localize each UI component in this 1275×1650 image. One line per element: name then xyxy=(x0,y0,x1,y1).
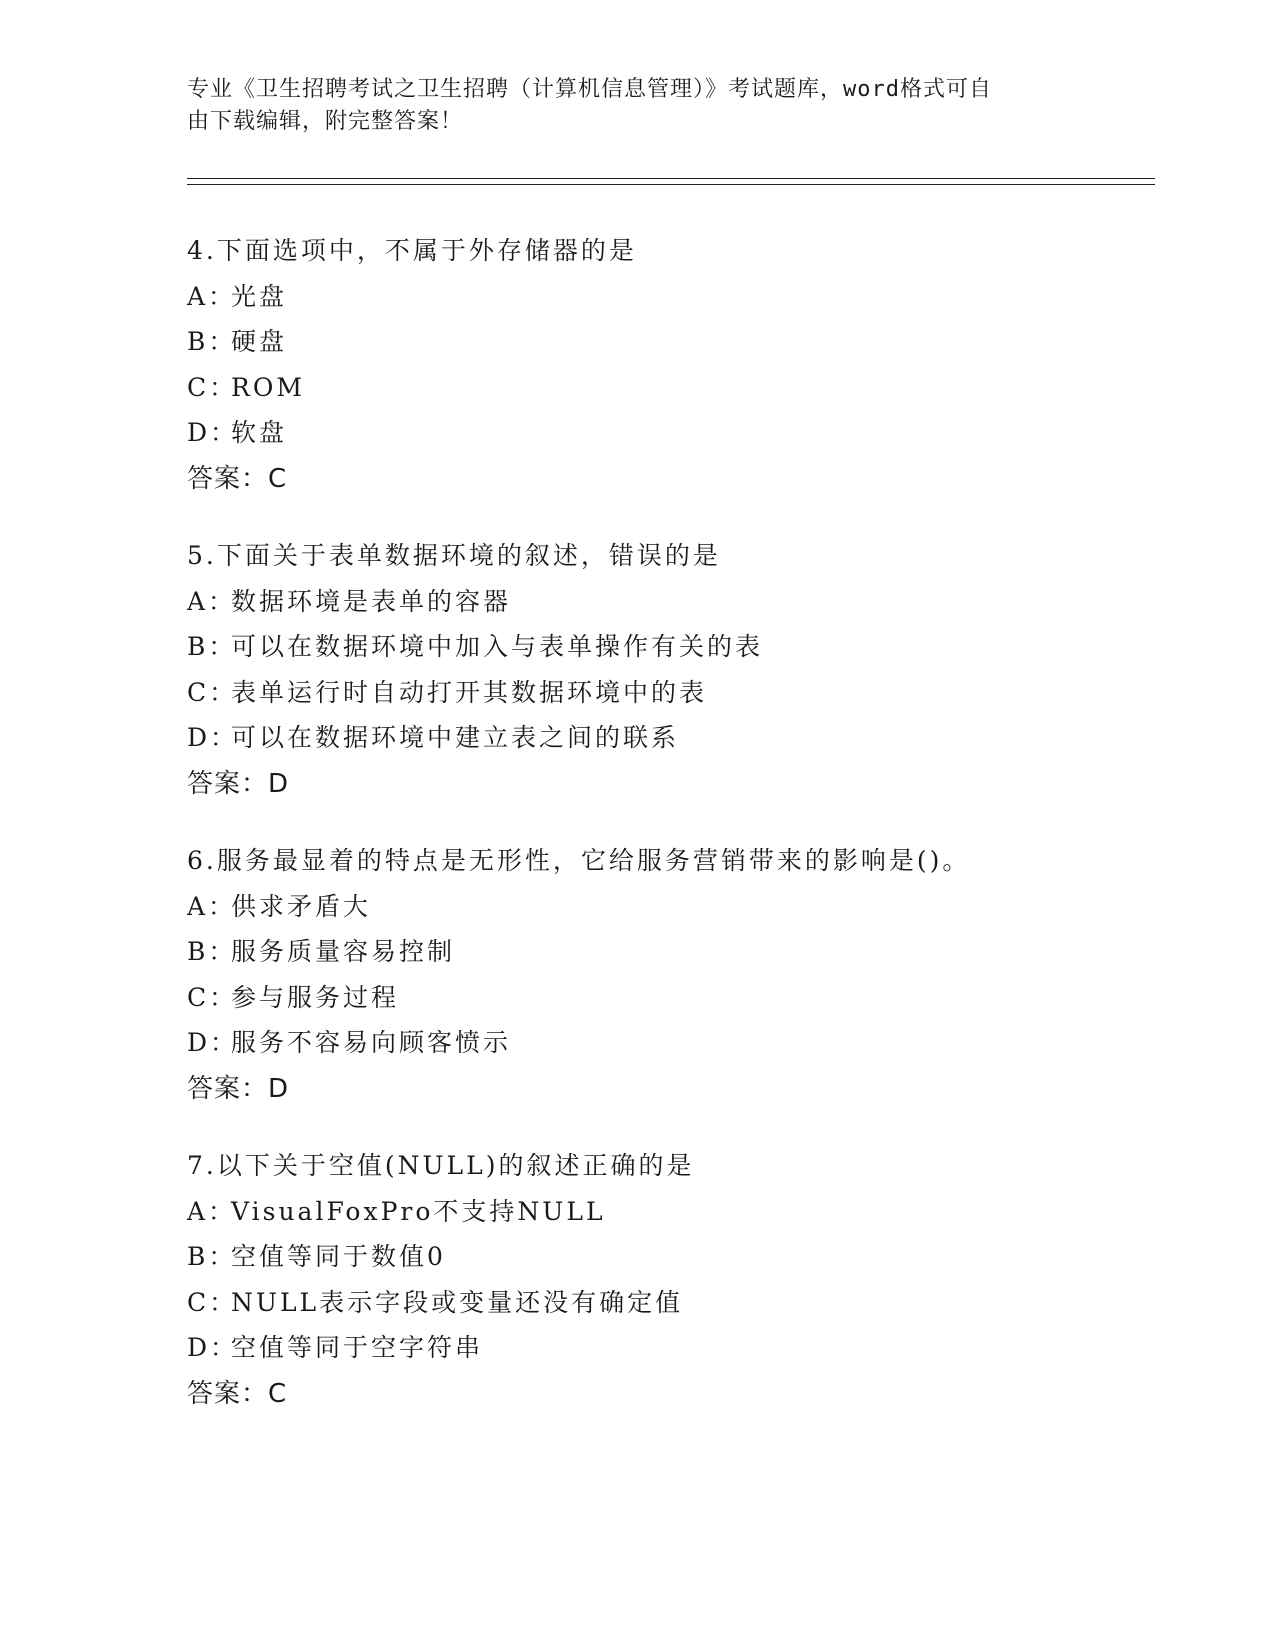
question-stem: 5.下面关于表单数据环境的叙述，错误的是 xyxy=(187,541,721,570)
option-text: 服务不容易向顾客愤示 xyxy=(231,1028,512,1057)
answer-value: C xyxy=(268,463,288,494)
header-divider-top xyxy=(187,178,1155,179)
option-text: 表单运行时自动打开其数据环境中的表 xyxy=(231,677,708,707)
option-text: 可以在数据环境中建立表之间的联系 xyxy=(231,723,680,752)
question-stem: 7.以下关于空值(NULL)的叙述正确的是 xyxy=(187,1151,695,1180)
answer-label: 答案： xyxy=(187,463,269,494)
option-d xyxy=(187,1020,1147,1066)
option-c xyxy=(187,365,1147,411)
header-line-1: 专业《卫生招聘考试之卫生招聘（计算机信息管理）》考试题库，word格式可自 xyxy=(187,77,992,102)
option-b xyxy=(187,624,1147,670)
option-key: D： xyxy=(187,418,239,447)
option-key: D： xyxy=(187,1333,239,1362)
option-text: 参与服务过程 xyxy=(231,982,400,1012)
question-stem: 4.下面选项中，不属于外存储器的是 xyxy=(187,236,637,265)
option-c xyxy=(187,975,1147,1021)
option-text: VisualFoxPro不支持NULL xyxy=(231,1196,606,1226)
option-key: A： xyxy=(187,586,237,616)
option-text: 数据环境是表单的容器 xyxy=(231,586,512,616)
document-header xyxy=(187,74,1067,138)
option-d xyxy=(187,1325,1147,1371)
answer-value: D xyxy=(268,1073,290,1104)
header-divider-bottom xyxy=(187,184,1155,185)
question-block xyxy=(187,533,1147,807)
question-block xyxy=(187,838,1147,1112)
option-text: 软盘 xyxy=(231,418,288,447)
option-key: C： xyxy=(187,1287,238,1317)
option-text: 可以在数据环境中加入与表单操作有关的表 xyxy=(231,632,764,661)
option-text: 供求矛盾大 xyxy=(231,891,372,921)
option-d xyxy=(187,715,1147,761)
option-d xyxy=(187,410,1147,456)
option-a xyxy=(187,884,1147,930)
option-b xyxy=(187,929,1147,975)
option-key: C： xyxy=(187,982,238,1012)
option-key: D： xyxy=(187,1028,239,1057)
option-b xyxy=(187,1234,1147,1280)
answer-line xyxy=(187,456,1147,502)
option-key: C： xyxy=(187,372,238,402)
option-text: 空值等同于空字符串 xyxy=(231,1333,484,1362)
option-c xyxy=(187,1280,1147,1326)
answer-value: D xyxy=(268,768,290,799)
question-stem: 6.服务最显着的特点是无形性，它给服务营销带来的影响是()。 xyxy=(187,846,971,875)
option-b xyxy=(187,319,1147,365)
header-line-2: 由下载编辑，附完整答案！ xyxy=(187,109,464,134)
option-key: C： xyxy=(187,677,238,707)
question-block xyxy=(187,1143,1147,1417)
option-key: D： xyxy=(187,723,239,752)
option-a xyxy=(187,274,1147,320)
option-c xyxy=(187,670,1147,716)
option-text: 硬盘 xyxy=(231,327,288,356)
option-key: B： xyxy=(187,1242,237,1271)
option-key: B： xyxy=(187,937,237,966)
question-block xyxy=(187,228,1147,502)
answer-label: 答案： xyxy=(187,1073,269,1104)
answer-line xyxy=(187,761,1147,807)
answer-label: 答案： xyxy=(187,768,269,799)
option-key: A： xyxy=(187,281,237,311)
answer-value: C xyxy=(268,1378,288,1409)
option-key: A： xyxy=(187,1196,237,1226)
answer-line xyxy=(187,1066,1147,1112)
option-key: B： xyxy=(187,327,237,356)
option-a xyxy=(187,1189,1147,1235)
option-text: ROM xyxy=(231,372,305,402)
option-key: B： xyxy=(187,632,237,661)
option-text: NULL表示字段或变量还没有确定值 xyxy=(231,1287,684,1317)
option-text: 服务质量容易控制 xyxy=(231,937,456,966)
answer-line xyxy=(187,1371,1147,1417)
option-text: 空值等同于数值0 xyxy=(231,1242,446,1271)
option-a xyxy=(187,579,1147,625)
option-text: 光盘 xyxy=(231,281,288,311)
option-key: A： xyxy=(187,891,237,921)
answer-label: 答案： xyxy=(187,1378,269,1409)
